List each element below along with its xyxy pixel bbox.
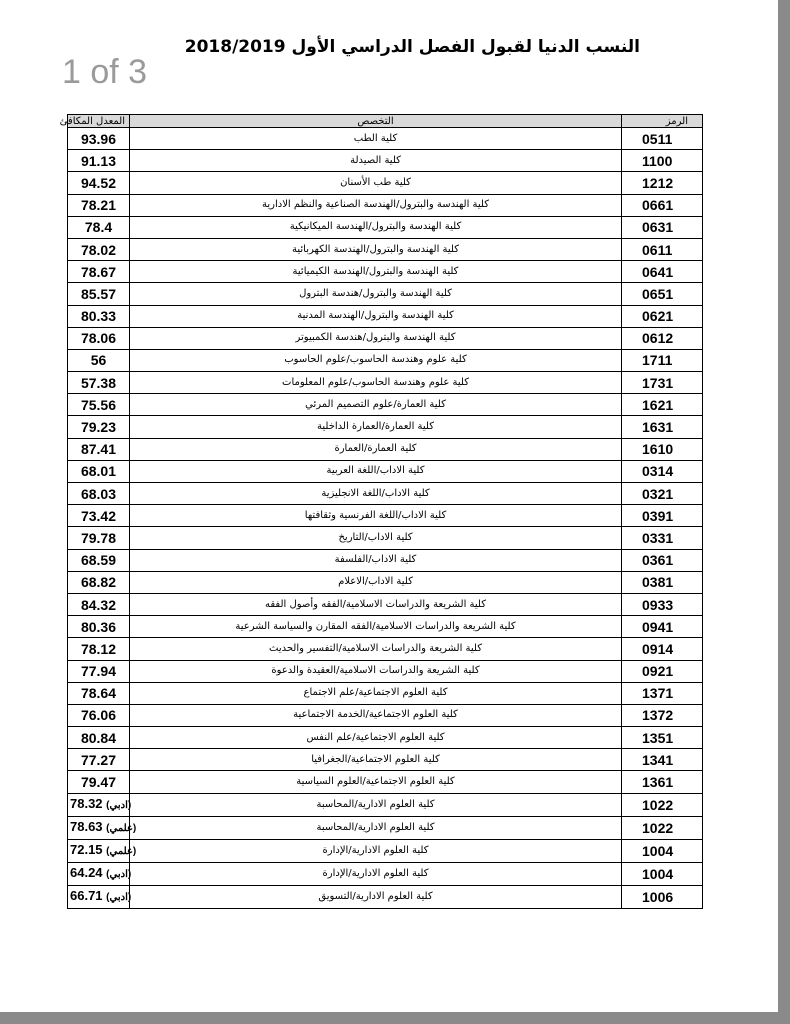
- average-value: 78.32: [70, 795, 103, 811]
- table-row: [68, 505, 703, 527]
- average-value: 64.24: [70, 864, 103, 880]
- average-value: 78.21: [80, 197, 117, 214]
- table-row: [68, 238, 703, 260]
- average-value: 68.03: [80, 485, 117, 502]
- code-cell: 1022: [622, 793, 703, 816]
- code-cell: 1212: [622, 172, 703, 194]
- table-row: [68, 283, 703, 305]
- header-average: المعدل المكافئ: [68, 115, 130, 128]
- average-value: 80.33: [80, 308, 117, 325]
- code-cell: 0631: [622, 216, 703, 238]
- code-cell: 1711: [622, 349, 703, 371]
- admission-table: [59, 114, 703, 909]
- code-cell: 1351: [622, 727, 703, 749]
- average-cell: [68, 483, 130, 505]
- specialization-cell: كلية الاداب/اللغة الفرنسية وثقافتها: [130, 505, 622, 527]
- specialization-cell: كلية الشريعة والدراسات الاسلامية/الفقه المقارن والسياسة الشرعية: [130, 616, 622, 638]
- average-cell: [68, 527, 130, 549]
- header-code: الرمز: [622, 115, 703, 128]
- average-value: 75.56: [80, 396, 117, 413]
- specialization-cell: كلية العلوم الاجتماعية/علم النفس: [130, 727, 622, 749]
- code-cell: 1621: [622, 394, 703, 416]
- specialization-cell: كلية الاداب/اللغة العربية: [130, 460, 622, 482]
- table-row: [68, 571, 703, 593]
- code-cell: 0611: [622, 238, 703, 260]
- table-row: [68, 682, 703, 704]
- average-cell: [68, 885, 130, 908]
- specialization-cell: كلية الهندسة والبترول/الهندسة الميكانيكية: [130, 216, 622, 238]
- average-value: 76.06: [80, 707, 117, 724]
- average-cell: [68, 749, 130, 771]
- average-value: 79.78: [80, 529, 117, 546]
- average-cell: [68, 327, 130, 349]
- average-cell: [68, 616, 130, 638]
- average-cell: [68, 571, 130, 593]
- table-row: [68, 349, 703, 371]
- average-value: 77.27: [80, 751, 117, 768]
- code-cell: 1100: [622, 150, 703, 172]
- table-header-row: [68, 115, 703, 128]
- table-row: [68, 638, 703, 660]
- code-cell: 0941: [622, 616, 703, 638]
- table-row: [68, 216, 703, 238]
- average-cell: [68, 549, 130, 571]
- average-cell: [68, 505, 130, 527]
- specialization-cell: كلية الشريعة والدراسات الاسلامية/الفقه وأصول الفقه: [130, 593, 622, 615]
- average-cell: [68, 638, 130, 660]
- code-cell: 0321: [622, 483, 703, 505]
- table-row: [68, 771, 703, 793]
- average-cell: [68, 372, 130, 394]
- average-value: 85.57: [80, 285, 117, 302]
- code-cell: 0331: [622, 527, 703, 549]
- specialization-cell: كلية العلوم الاجتماعية/الجغرافيا: [130, 749, 622, 771]
- average-value: 78.4: [84, 219, 113, 236]
- average-value: 57.38: [80, 374, 117, 391]
- table-row: [68, 793, 703, 816]
- average-value: 79.23: [80, 419, 117, 436]
- specialization-cell: كلية علوم وهندسة الحاسوب/علوم المعلومات: [130, 372, 622, 394]
- average-value: 78.67: [80, 263, 117, 280]
- stream-tag: (علمي): [106, 822, 137, 834]
- specialization-cell: كلية العلوم الادارية/الإدارة: [130, 839, 622, 862]
- average-value: 91.13: [80, 152, 117, 169]
- average-value: 78.64: [80, 685, 117, 702]
- average-cell: [68, 660, 130, 682]
- document-title: النسب الدنيا لقبول الفصل الدراسي الأول 2018/2019: [184, 37, 640, 57]
- specialization-cell: كلية الاداب/الفلسفة: [130, 549, 622, 571]
- average-cell: [68, 438, 130, 460]
- average-cell: [68, 394, 130, 416]
- average-value: 80.84: [80, 729, 117, 746]
- average-value: 77.94: [80, 663, 117, 680]
- average-value: 78.02: [80, 241, 117, 258]
- specialization-cell: كلية الطب: [130, 128, 622, 150]
- average-cell: [68, 816, 137, 839]
- table-row: [68, 194, 703, 216]
- table-row: [68, 416, 703, 438]
- code-cell: 0641: [622, 261, 703, 283]
- specialization-cell: كلية طب الأسنان: [130, 172, 622, 194]
- code-cell: 1631: [622, 416, 703, 438]
- table-row: [68, 460, 703, 482]
- table-body: [68, 128, 703, 909]
- specialization-cell: كلية الهندسة والبترول/الهندسة المدنية: [130, 305, 622, 327]
- average-value: 94.52: [80, 174, 117, 191]
- table-row: [68, 749, 703, 771]
- table-row: [68, 327, 703, 349]
- average-cell: [68, 172, 130, 194]
- code-cell: 0651: [622, 283, 703, 305]
- average-cell: [68, 771, 130, 793]
- table-row: [68, 261, 703, 283]
- average-value: 93.96: [80, 130, 117, 147]
- code-cell: 0511: [622, 128, 703, 150]
- specialization-cell: كلية العمارة/علوم التصميم المرئي: [130, 394, 622, 416]
- specialization-cell: كلية الهندسة والبترول/الهندسة الكيميائية: [130, 261, 622, 283]
- average-value: 78.12: [80, 640, 117, 657]
- average-cell: [68, 727, 130, 749]
- specialization-cell: كلية الشريعة والدراسات الاسلامية/التفسير والحديث: [130, 638, 622, 660]
- code-cell: 0661: [622, 194, 703, 216]
- table-row: [68, 660, 703, 682]
- code-cell: 1004: [622, 839, 703, 862]
- average-value: 80.36: [80, 618, 117, 635]
- table-row: [68, 372, 703, 394]
- specialization-cell: كلية الشريعة والدراسات الاسلامية/العقيدة والدعوة: [130, 660, 622, 682]
- stream-tag: (ادبي): [106, 868, 132, 880]
- average-value: 66.71: [70, 887, 103, 903]
- average-value: 72.15: [70, 841, 103, 857]
- average-cell: [68, 704, 130, 726]
- average-cell: [68, 305, 130, 327]
- specialization-cell: كلية الهندسة والبترول/الهندسة الكهربائية: [130, 238, 622, 260]
- table-row: [68, 483, 703, 505]
- table-row: [68, 305, 703, 327]
- average-cell: [68, 194, 130, 216]
- average-cell: [68, 862, 130, 885]
- table-row: [68, 172, 703, 194]
- specialization-cell: كلية الهندسة والبترول/هندسة الكمبيوتر: [130, 327, 622, 349]
- average-value: 56: [90, 352, 107, 369]
- code-cell: 1022: [622, 816, 703, 839]
- table-row: [68, 885, 703, 908]
- code-cell: 1361: [622, 771, 703, 793]
- average-cell: [68, 216, 130, 238]
- code-cell: 0612: [622, 327, 703, 349]
- average-value: 87.41: [80, 441, 117, 458]
- specialization-cell: كلية الهندسة والبترول/الهندسة الصناعية والنظم الادارية: [130, 194, 622, 216]
- average-value: 68.59: [80, 552, 117, 569]
- table-row: [68, 727, 703, 749]
- average-cell: [68, 238, 130, 260]
- table-row: [68, 150, 703, 172]
- average-value: 78.63: [70, 818, 103, 834]
- code-cell: 1006: [622, 885, 703, 908]
- code-cell: 0361: [622, 549, 703, 571]
- average-cell: [68, 283, 130, 305]
- specialization-cell: كلية العلوم الادارية/الإدارة: [130, 862, 622, 885]
- specialization-cell: كلية علوم وهندسة الحاسوب/علوم الحاسوب: [130, 349, 622, 371]
- specialization-cell: كلية العلوم الاجتماعية/العلوم السياسية: [130, 771, 622, 793]
- average-cell: [68, 128, 130, 150]
- average-cell: [68, 416, 130, 438]
- page-indicator: 1 of 3: [62, 53, 148, 91]
- specialization-cell: كلية الاداب/اللغة الانجليزية: [130, 483, 622, 505]
- specialization-cell: كلية العلوم الاجتماعية/علم الاجتماع: [130, 682, 622, 704]
- average-cell: [68, 793, 130, 816]
- code-cell: 1341: [622, 749, 703, 771]
- stream-tag: (علمي): [106, 845, 137, 857]
- average-value: 68.82: [80, 574, 117, 591]
- average-value: 84.32: [80, 596, 117, 613]
- code-cell: 0381: [622, 571, 703, 593]
- table-row: [68, 616, 703, 638]
- average-cell: [68, 150, 130, 172]
- code-cell: 0621: [622, 305, 703, 327]
- specialization-cell: كلية العلوم الادارية/المحاسبة: [130, 816, 622, 839]
- stream-tag: (ادبي): [106, 891, 132, 903]
- table-row: [68, 593, 703, 615]
- specialization-cell: كلية الهندسة والبترول/هندسة البترول: [130, 283, 622, 305]
- specialization-cell: كلية الصيدلة: [130, 150, 622, 172]
- code-cell: 0914: [622, 638, 703, 660]
- table-row: [68, 128, 703, 150]
- average-cell: [68, 349, 130, 371]
- stream-tag: (ادبي): [106, 799, 132, 811]
- table-row: [68, 862, 703, 885]
- average-cell: [68, 682, 130, 704]
- average-cell: [68, 593, 130, 615]
- average-value: 78.06: [80, 330, 117, 347]
- average-value: 79.47: [80, 774, 117, 791]
- table-row: [68, 549, 703, 571]
- average-cell: [68, 839, 137, 862]
- specialization-cell: كلية الاداب/التاريخ: [130, 527, 622, 549]
- specialization-cell: كلية الاداب/الاعلام: [130, 571, 622, 593]
- code-cell: 0933: [622, 593, 703, 615]
- specialization-cell: كلية العمارة/العمارة: [130, 438, 622, 460]
- table-row: [68, 839, 703, 862]
- code-cell: 0391: [622, 505, 703, 527]
- code-cell: 0314: [622, 460, 703, 482]
- average-cell: [68, 261, 130, 283]
- table-row: [68, 816, 703, 839]
- average-value: 73.42: [80, 507, 117, 524]
- code-cell: 1610: [622, 438, 703, 460]
- specialization-cell: كلية العلوم الاجتماعية/الخدمة الاجتماعية: [130, 704, 622, 726]
- average-value: 68.01: [80, 463, 117, 480]
- code-cell: 1004: [622, 862, 703, 885]
- header-specialization: التخصص: [130, 115, 622, 128]
- code-cell: 1731: [622, 372, 703, 394]
- specialization-cell: كلية العلوم الادارية/التسويق: [130, 885, 622, 908]
- code-cell: 1372: [622, 704, 703, 726]
- code-cell: 1371: [622, 682, 703, 704]
- table-row: [68, 527, 703, 549]
- code-cell: 0921: [622, 660, 703, 682]
- table-row: [68, 394, 703, 416]
- average-cell: [68, 460, 130, 482]
- specialization-cell: كلية العمارة/العمارة الداخلية: [130, 416, 622, 438]
- table-row: [68, 438, 703, 460]
- table-row: [68, 704, 703, 726]
- specialization-cell: كلية العلوم الادارية/المحاسبة: [130, 793, 622, 816]
